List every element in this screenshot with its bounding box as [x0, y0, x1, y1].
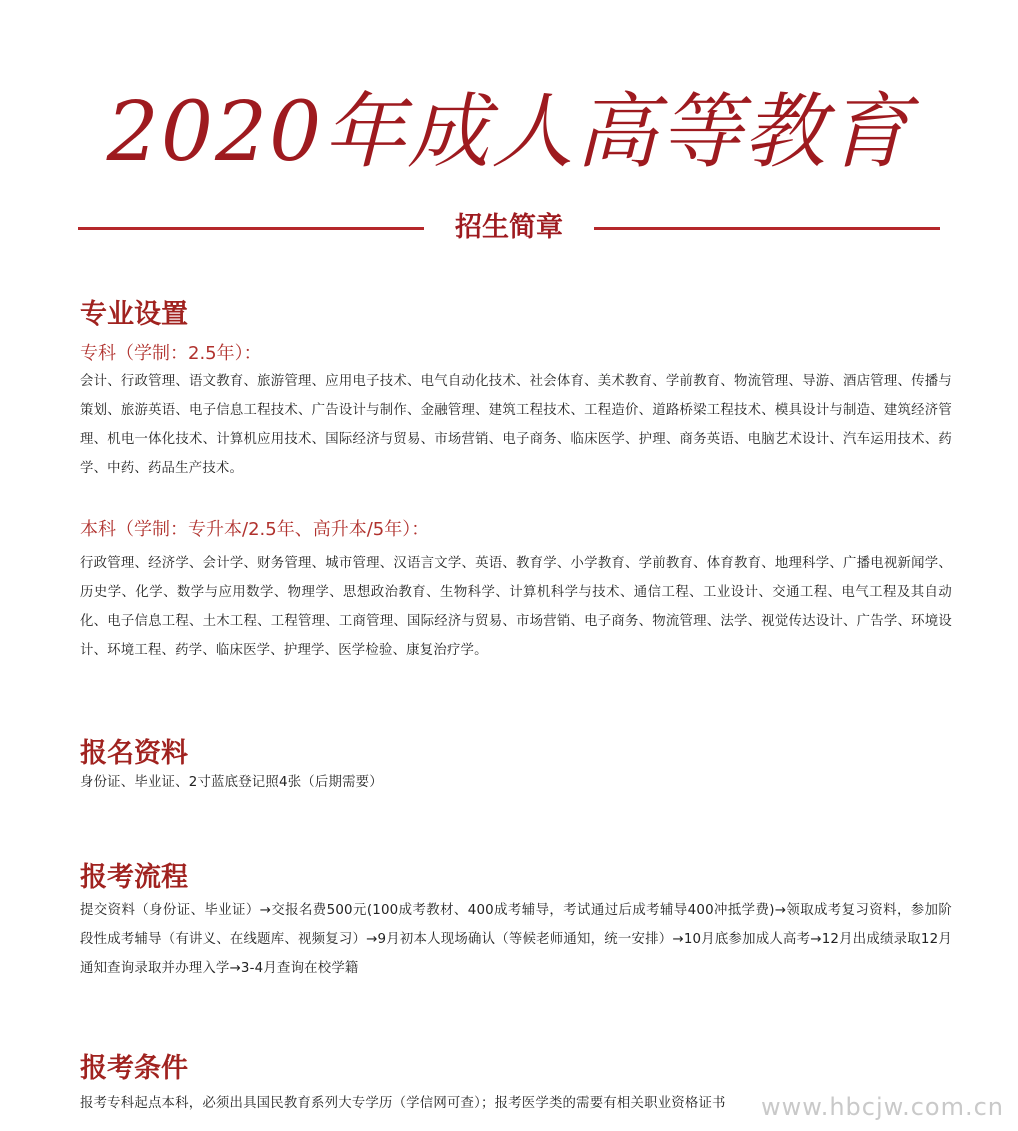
page-subtitle: 招生简章: [455, 212, 563, 243]
benke-majors-text: 行政管理、经济学、会计学、财务管理、城市管理、汉语言文学、英语、教育学、小学教育、学前教育、体育教育、地理科学、广播电视新闻学、历史学、化学、数学与应用数学、物理学、思想政治教育、生物科学、计算机科学与技术、通信工程、工业设计、交通工程、电气工程及其自动化、电子信息工程、土木工程、工程管理、工商管理、国际经济与贸易、市场营销、电子商务、物流管理、法学、视觉传达设计、广告学、环境设计、环境工程、药学、临床医学、护理学、医学检验、康复治疗学。: [80, 556, 952, 658]
zhuanke-label: 专科（学制：2.5年）：: [80, 343, 262, 364]
benke-label: 本科（学制：专升本/2.5年、高升本/5年）：: [80, 519, 430, 540]
conditions-text: 报考专科起点本科，必须出具国民教育系列大专学历（学信网可查）；报考医学类的需要有相关职业资格证书: [80, 1096, 726, 1111]
subtitle-banner: [78, 206, 940, 250]
site-watermark: www.hbcjw.com.cn: [761, 1093, 1004, 1121]
process-heading: 报考流程: [80, 862, 188, 893]
conditions-heading: 报考条件: [80, 1053, 188, 1084]
divider-right: [594, 227, 940, 230]
page-title: 2020年成人高等教育: [106, 85, 912, 180]
divider-left: [78, 227, 424, 230]
majors-heading: 专业设置: [80, 299, 188, 330]
materials-text: 身份证、毕业证、2寸蓝底登记照4张（后期需要）: [80, 775, 383, 790]
materials-heading: 报名资料: [80, 738, 188, 769]
process-text: 提交资料（身份证、毕业证）→交报名费500元(100成考教材、400成考辅导，考试通过后成考辅导400冲抵学费)→领取成考复习资料，参加阶段性成考辅导（有讲义、在线题库、视频复习）→9月初本人现场确认（等候老师通知，统一安排）→10月底参加成人高考→12月出成绩录取12月通知查询录取并办理入学→3-4月查询在校学籍: [80, 903, 952, 976]
zhuanke-majors-text: 会计、行政管理、语文教育、旅游管理、应用电子技术、电气自动化技术、社会体育、美术教育、学前教育、物流管理、导游、酒店管理、传播与策划、旅游英语、电子信息工程技术、广告设计与制作、金融管理、建筑工程技术、工程造价、道路桥梁工程技术、模具设计与制造、建筑经济管理、机电一体化技术、计算机应用技术、国际经济与贸易、市场营销、电子商务、临床医学、护理、商务英语、电脑艺术设计、汽车运用技术、药学、中药、药品生产技术。: [80, 374, 952, 476]
